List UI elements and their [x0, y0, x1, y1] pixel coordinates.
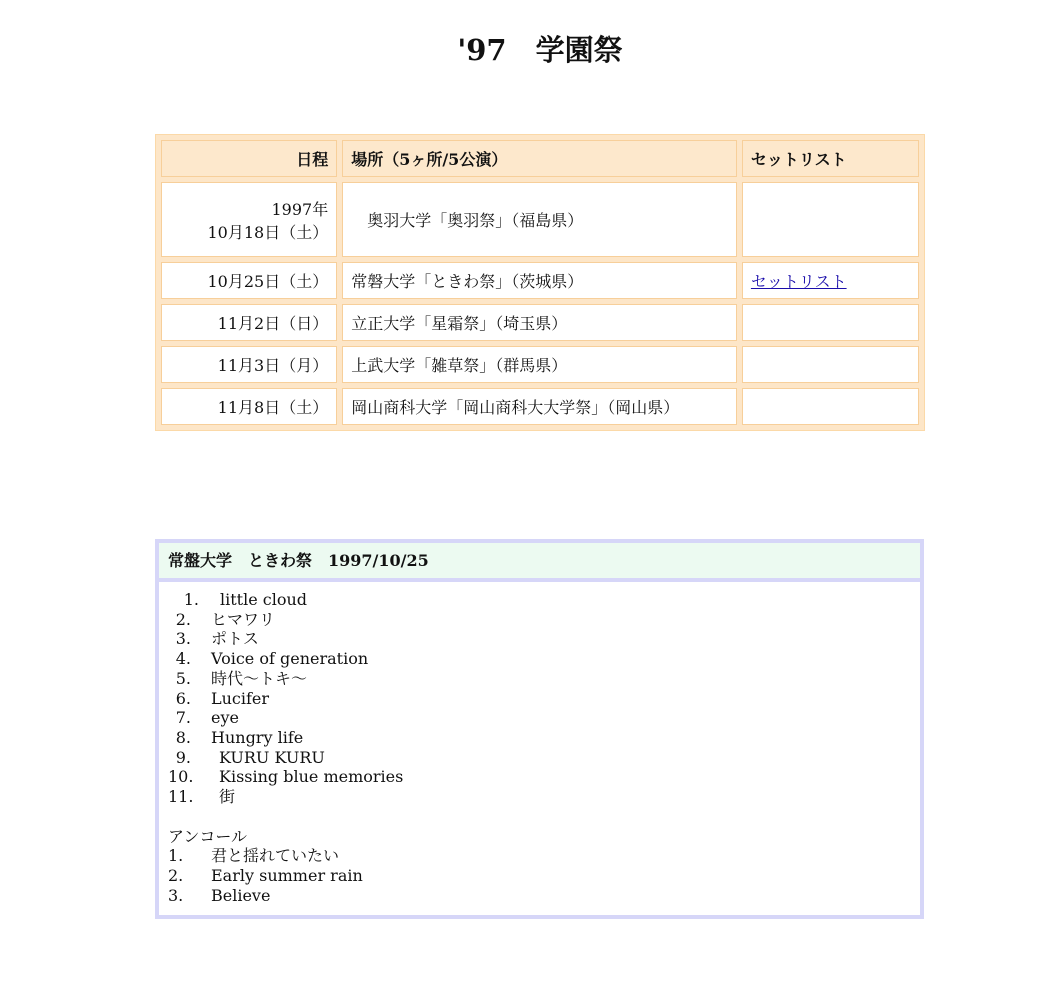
song-title: 時代〜トキ〜: [211, 668, 308, 688]
table-row: [161, 182, 919, 257]
row-setlist: [742, 388, 919, 425]
row-place: 奥羽大学「奥羽祭」（福島県）: [342, 182, 737, 257]
list-item: [168, 866, 920, 886]
list-item: [168, 748, 920, 768]
list-item: [168, 689, 920, 709]
encore-title: Believe: [211, 885, 271, 905]
list-item: [168, 590, 920, 610]
song-number: 8.: [175, 727, 191, 747]
spacer: [168, 807, 920, 827]
row-date: 11月2日（日）: [161, 304, 337, 341]
list-item: [168, 846, 920, 866]
list-item: [168, 669, 920, 689]
setlist-box: [155, 539, 924, 919]
song-title: Lucifer: [211, 688, 270, 708]
song-number: 1.: [183, 590, 199, 609]
list-item: [168, 728, 920, 748]
row-date: 11月8日（土）: [161, 388, 337, 425]
song-number: 9.: [175, 747, 191, 767]
row-place: 立正大学「星霜祭」（埼玉県）: [342, 304, 737, 341]
page-title: '97 学園祭: [457, 33, 623, 67]
header-place: 場所（5ヶ所/5公演）: [342, 140, 737, 177]
row-setlist: [742, 262, 919, 299]
song-title: 街: [219, 787, 236, 807]
song-number: 4.: [175, 649, 191, 669]
song-number: 5.: [175, 668, 191, 688]
song-title: Hungry life: [211, 727, 304, 747]
song-number: 7.: [175, 708, 191, 728]
encore-number: 2.: [168, 866, 184, 886]
song-number: 2.: [175, 609, 191, 629]
table-row: [161, 262, 919, 299]
song-title: Kissing blue memories: [219, 767, 404, 787]
row-place: 岡山商科大学「岡山商科大大学祭」（岡山県）: [342, 388, 737, 425]
row-date-day: 10月18日（土）: [207, 222, 329, 242]
row-place: 上武大学「雑草祭」（群馬県）: [342, 346, 737, 383]
row-setlist: [742, 346, 919, 383]
setlist-link[interactable]: セットリスト: [750, 272, 847, 291]
song-number: 3.: [175, 629, 191, 649]
encore-number: 1.: [168, 846, 184, 866]
list-item: [168, 787, 920, 807]
song-number: 6.: [175, 688, 191, 708]
encore-label: アンコール: [168, 826, 248, 846]
song-number: 11.: [168, 787, 194, 807]
encore-title: Early summer rain: [211, 866, 363, 886]
song-title: ヒマワリ: [211, 609, 276, 629]
table-row: [161, 388, 919, 425]
header-setlist: セットリスト: [742, 140, 919, 177]
song-title: Voice of generation: [211, 649, 369, 669]
song-title: KURU KURU: [219, 747, 325, 767]
row-date-year: 1997年: [271, 199, 329, 219]
song-title: ポトス: [211, 629, 259, 649]
list-item: [168, 886, 920, 906]
song-number: 10.: [168, 767, 194, 787]
row-setlist: [742, 304, 919, 341]
song-title: eye: [211, 708, 239, 728]
schedule-table: [155, 134, 925, 431]
list-item: [168, 610, 920, 630]
setlist-body: [159, 582, 920, 915]
list-item: [168, 649, 920, 669]
table-row: [161, 304, 919, 341]
list-item: [168, 708, 920, 728]
row-date: 11月3日（月）: [161, 346, 337, 383]
table-row: [161, 346, 919, 383]
row-date: [161, 182, 337, 257]
header-date: 日程: [161, 140, 337, 177]
row-setlist: [742, 182, 919, 257]
setlist-heading: 常盤大学 ときわ祭 1997/10/25: [159, 543, 920, 578]
list-item: [168, 767, 920, 787]
encore-number: 3.: [168, 885, 184, 905]
row-date: 10月25日（土）: [161, 262, 337, 299]
table-header-row: [161, 140, 919, 177]
song-title: little cloud: [220, 590, 308, 609]
row-place: 常磐大学「ときわ祭」（茨城県）: [342, 262, 737, 299]
list-item: [168, 629, 920, 649]
encore-title: 君と揺れていたい: [211, 846, 340, 866]
